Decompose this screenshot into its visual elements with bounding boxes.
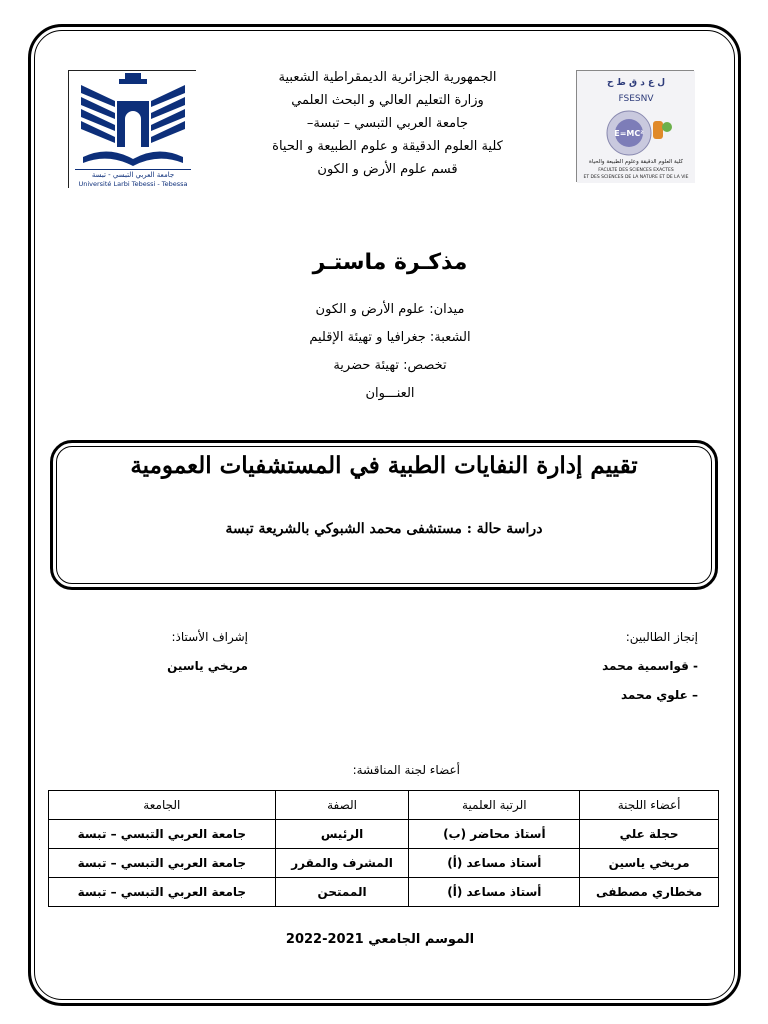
- students-label: إنجاز الطالبين:: [625, 630, 698, 644]
- member-university: جامعة العربي التبسي – تبسة: [49, 849, 276, 878]
- member-name: مخطاري مصطفى: [580, 878, 719, 907]
- member-rank: أستاذ مساعد (أ): [409, 878, 580, 907]
- member-university: جامعة العربي التبسي – تبسة: [49, 878, 276, 907]
- republic-line: الجمهورية الجزائرية الديمقراطية الشعبية: [278, 70, 497, 85]
- svg-text:ل ع د ق ط ح: ل ع د ق ط ح: [606, 78, 666, 88]
- member-rank: أستاذ مساعد (أ): [409, 849, 580, 878]
- title-label: العنـــوان: [365, 386, 415, 401]
- right-logo-caption-fr2: ET DES SCIENCES DE LA NATURE ET DE LA VIE: [583, 175, 689, 180]
- memo-type-title: مذكـرة ماستـر: [312, 250, 468, 275]
- table-row: [49, 820, 719, 849]
- branch-line: الشعبة: جغرافيا و تهيئة الإقليم: [309, 330, 471, 345]
- supervisor-name: مريخي ياسين: [167, 659, 248, 673]
- committee-table: [48, 790, 719, 907]
- right-logo-top: FSESNV: [618, 94, 654, 104]
- member-name: مريخي ياسين: [580, 849, 719, 878]
- member-role: المشرف والمقرر: [275, 849, 409, 878]
- member-university: جامعة العربي التبسي – تبسة: [49, 820, 276, 849]
- right-logo-caption-ar: كلية العلوم الدقيقة وعلوم الطبيعة والحياة: [588, 159, 684, 165]
- student-name: - قواسمية محمد: [602, 659, 698, 673]
- table-row: [49, 878, 719, 907]
- column-header: أعضاء اللجنة: [580, 791, 719, 820]
- member-role: الرئيس: [275, 820, 409, 849]
- right-logo-caption-fr1: FACULTE DES SCIENCES EXACTES: [598, 168, 674, 173]
- specialty-line: تخصص: تهيئة حضرية: [333, 358, 447, 373]
- ministry-line: وزارة التعليم العالي و البحث العلمي: [291, 93, 484, 108]
- faculty-logo: [576, 70, 694, 182]
- column-header: الرتبة العلمية: [409, 791, 580, 820]
- member-rank: أستاذ محاضر (ب): [409, 820, 580, 849]
- supervisor-block: [88, 623, 248, 681]
- column-header: الصفة: [275, 791, 409, 820]
- university-line: جامعة العربي التبسي – تبسة–: [306, 116, 469, 131]
- committee-heading: أعضاء لجنة المناقشة:: [352, 763, 460, 777]
- table-row: [49, 849, 719, 878]
- member-role: الممتحن: [275, 878, 409, 907]
- university-logo: [68, 70, 196, 188]
- faculty-line: كلية العلوم الدقيقة و علوم الطبيعة و الحياة: [272, 139, 503, 154]
- member-name: حجلة علي: [580, 820, 719, 849]
- department-line: قسم علوم الأرض و الكون: [317, 162, 458, 177]
- institution-header: [210, 66, 565, 181]
- memo-info: [200, 296, 580, 408]
- supervisor-label: إشراف الأستاذ:: [171, 630, 248, 644]
- case-study-subtitle: دراسة حالة : مستشفى محمد الشبوكي بالشريعة تبسة: [225, 521, 543, 537]
- students-block: [458, 623, 698, 710]
- column-header: الجامعة: [49, 791, 276, 820]
- student-name: – علوي محمد: [620, 688, 698, 702]
- thesis-title: تقييم إدارة النفايات الطبية في المستشفيات العمومية: [130, 452, 638, 479]
- left-logo-caption-ar: جامعة العربي التبسي - تبسة: [91, 171, 175, 179]
- left-logo-caption-fr: Université Larbi Tebessi - Tebessa: [78, 180, 188, 188]
- field-line: ميدان: علوم الأرض و الكون: [315, 302, 465, 317]
- right-logo-formula: E=MC²: [614, 129, 644, 138]
- academic-season: الموسم الجامعي 2021-2022: [285, 932, 475, 947]
- table-header-row: [49, 791, 719, 820]
